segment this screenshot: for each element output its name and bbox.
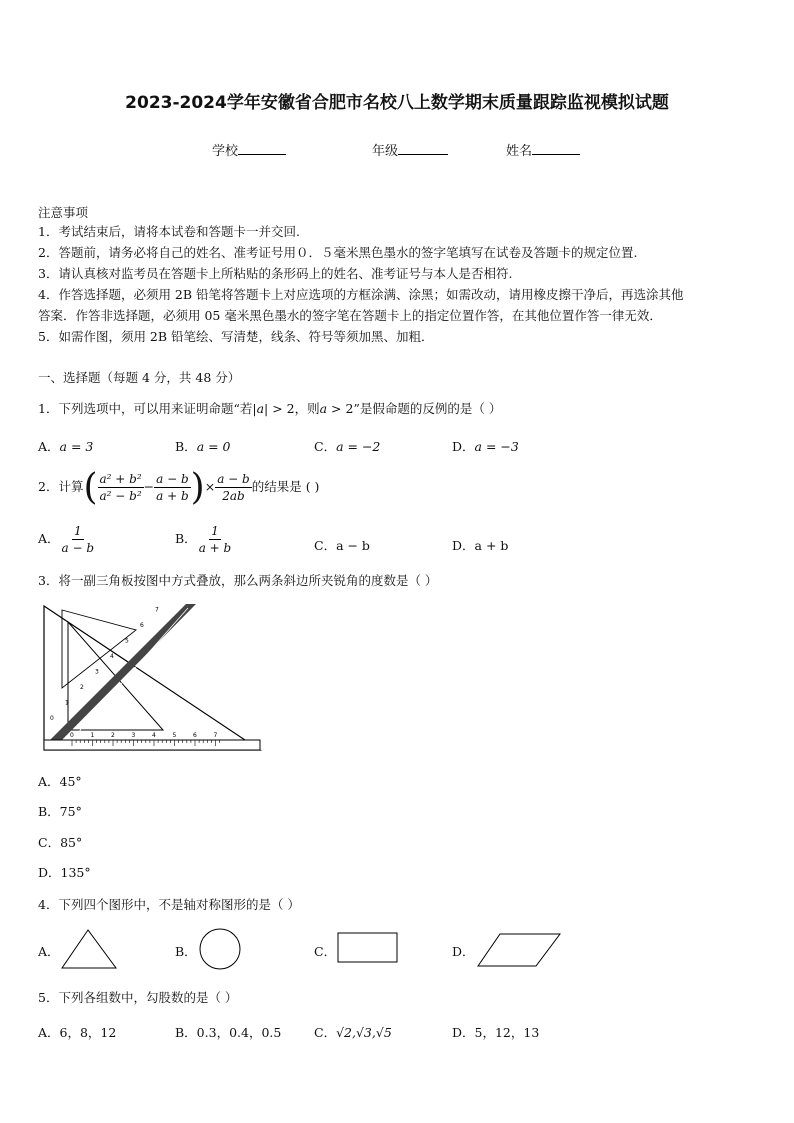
option-letter: A． bbox=[38, 439, 60, 454]
q5-option-c[interactable] bbox=[314, 1023, 392, 1041]
numerator: a² + b² bbox=[99, 472, 142, 486]
option-fraction bbox=[60, 523, 97, 556]
q2-fraction-1 bbox=[98, 471, 144, 504]
q2-option-b[interactable] bbox=[175, 523, 233, 556]
q1-cond1: > 2，则 bbox=[268, 401, 320, 416]
denominator: a − b bbox=[61, 541, 95, 555]
q2-option-c[interactable]: C．a − b bbox=[314, 538, 370, 553]
q3-option-c[interactable]: C．85° bbox=[38, 835, 83, 850]
q1-option-a[interactable] bbox=[38, 437, 93, 455]
option-value: a = −3 bbox=[474, 439, 519, 454]
rectangle-shape-icon bbox=[337, 932, 399, 964]
grade-field bbox=[372, 140, 448, 159]
option-value: √2,√3,√5 bbox=[336, 1025, 392, 1040]
q1-option-b[interactable] bbox=[175, 437, 231, 455]
minus-sign: − bbox=[143, 479, 155, 494]
question-4: 4．下列四个图形中，不是轴对称图形的是（ ） bbox=[38, 897, 300, 912]
q4-option-d[interactable]: D． bbox=[452, 944, 475, 959]
numerator: 1 bbox=[73, 524, 82, 538]
question-3: 3．将一副三角板按图中方式叠放，那么两条斜边所夹锐角的度数是（ ） bbox=[38, 573, 438, 588]
question-1 bbox=[38, 399, 501, 417]
paper-title: 2023-2024学年安徽省合肥市名校八上数学期末质量跟踪监视模拟试题 bbox=[125, 93, 669, 113]
numerator: a − b bbox=[217, 472, 250, 486]
q5-option-a[interactable]: A．6，8，12 bbox=[38, 1025, 117, 1040]
name-field bbox=[506, 140, 580, 159]
note-item: 4．作答选择题，必须用 2B 铅笔将答题卡上对应选项的方框涂满、涂黑；如需改动，请用橡皮擦干净后，再选涂其他 bbox=[38, 287, 684, 302]
option-letter: D． bbox=[452, 439, 475, 454]
option-fraction bbox=[197, 523, 234, 556]
diagonal-tick-label: 2 bbox=[80, 684, 84, 691]
q1-abs-a: |a| bbox=[252, 401, 269, 416]
q2-option-a[interactable] bbox=[38, 523, 96, 556]
ruler-tick-label: 6 bbox=[193, 732, 197, 739]
option-letter: A． bbox=[38, 531, 60, 546]
diagonal-tick-label: 1 bbox=[65, 699, 69, 707]
q4-option-b[interactable]: B． bbox=[175, 944, 197, 959]
q4-option-a[interactable]: A． bbox=[38, 944, 60, 959]
bottom-ruler bbox=[44, 740, 260, 750]
ruler-tick-labels bbox=[70, 732, 218, 739]
triangle-shape-icon bbox=[60, 928, 120, 970]
denominator: 2ab bbox=[222, 489, 245, 503]
q4-option-c[interactable]: C． bbox=[314, 944, 337, 959]
q2-stem-pre: 2．计算 bbox=[38, 479, 84, 494]
q1-stem-pre: 1．下列选项中，可以用来证明命题“若 bbox=[38, 401, 253, 416]
question-5: 5．下列各组数中，勾股数的是（ ） bbox=[38, 990, 238, 1005]
name-blank bbox=[532, 142, 580, 155]
numerator: 1 bbox=[211, 524, 219, 538]
section-heading: 一、选择题（每题 4 分，共 48 分） bbox=[38, 370, 241, 385]
note-item: 5．如需作图，须用 2B 铅笔绘、写清楚，线条、符号等须加黑、加粗． bbox=[38, 329, 434, 344]
diagonal-tick-label: 5 bbox=[125, 637, 129, 645]
diagonal-tick-label: 0 bbox=[50, 715, 54, 722]
q1-cond2: > 2 bbox=[327, 401, 354, 416]
diagonal-tick-label: 7 bbox=[155, 606, 159, 614]
ruler-tick-label: 1 bbox=[90, 732, 95, 739]
q5-option-b[interactable]: B．0.3，0.4，0.5 bbox=[175, 1025, 282, 1040]
denominator: a + b bbox=[198, 541, 232, 555]
ruler-tick-label: 3 bbox=[131, 732, 136, 739]
name-label: 姓名 bbox=[506, 144, 533, 159]
q1-option-d[interactable] bbox=[452, 437, 519, 455]
option-value: a = 3 bbox=[59, 439, 94, 454]
ruler-tick-label: 7 bbox=[213, 732, 218, 739]
close-paren: ) bbox=[190, 467, 205, 508]
diagonal-tick-label: 4 bbox=[110, 653, 114, 660]
q5-option-d[interactable]: D．5，12，13 bbox=[452, 1025, 540, 1040]
q2-option-d[interactable]: D．a + b bbox=[452, 538, 509, 553]
numerator: a − b bbox=[156, 472, 189, 486]
option-letter: B． bbox=[175, 439, 197, 454]
ruler-tick-label: 4 bbox=[152, 732, 156, 739]
q3-option-a[interactable]: A．45° bbox=[38, 774, 82, 789]
school-blank bbox=[238, 142, 286, 155]
open-paren: ( bbox=[83, 467, 98, 508]
q2-fraction-2 bbox=[154, 471, 191, 504]
ruler-tick-label: 2 bbox=[111, 732, 115, 739]
ruler-tick-label: 0 bbox=[70, 732, 74, 739]
diagonal-tick-label: 3 bbox=[95, 668, 99, 676]
times-sign: × bbox=[204, 479, 216, 494]
note-item: 答案．作答非选择题，必须用 05 毫米黑色墨水的签字笔在答题卡上的指定位置作答，在其他位置作答一律无效． bbox=[38, 308, 662, 323]
grade-label: 年级 bbox=[372, 144, 399, 159]
ruler-edge-line bbox=[68, 608, 188, 744]
q3-option-d[interactable]: D．135° bbox=[38, 865, 91, 880]
q2-stem-post: 的结果是 ( ) bbox=[251, 479, 320, 494]
circle-shape-icon bbox=[199, 928, 243, 972]
question-2 bbox=[38, 467, 319, 508]
school-label: 学校 bbox=[212, 144, 239, 159]
q3-option-b[interactable]: B．75° bbox=[38, 804, 82, 819]
q1-var-a: a bbox=[319, 401, 328, 416]
diagonal-tick-label: 6 bbox=[140, 622, 144, 629]
parallelogram-shape-icon bbox=[476, 932, 562, 968]
option-letter: C． bbox=[314, 1025, 337, 1040]
notes-heading: 注意事项 bbox=[38, 205, 89, 220]
grade-blank bbox=[398, 142, 448, 155]
small-set-square bbox=[62, 610, 136, 688]
note-item: 1．考试结束后，请将本试卷和答题卡一并交回. bbox=[38, 224, 300, 239]
denominator: a + b bbox=[156, 489, 189, 503]
option-value: a = 0 bbox=[196, 439, 231, 454]
option-letter: B． bbox=[175, 531, 197, 546]
q1-option-c[interactable] bbox=[314, 437, 380, 455]
note-item: 3．请认真核对监考员在答题卡上所粘贴的条形码上的姓名、准考证号与本人是否相符. bbox=[38, 266, 513, 281]
option-value: a = −2 bbox=[336, 439, 381, 454]
q2-fraction-3 bbox=[215, 471, 252, 504]
note-item: 2．答题前，请务必将自己的姓名、准考证号用０．５毫米黑色墨水的签字笔填写在试卷及答题卡的规定位置. bbox=[38, 245, 638, 260]
ruler-tick-label: 5 bbox=[172, 732, 177, 739]
denominator: a² − b² bbox=[99, 489, 142, 503]
option-letter: C． bbox=[314, 439, 337, 454]
triangle-rulers-figure bbox=[38, 600, 268, 760]
large-set-square bbox=[44, 606, 260, 750]
q1-stem-post: ”是假命题的反例的是（ ） bbox=[353, 401, 502, 416]
school-field bbox=[212, 140, 286, 159]
